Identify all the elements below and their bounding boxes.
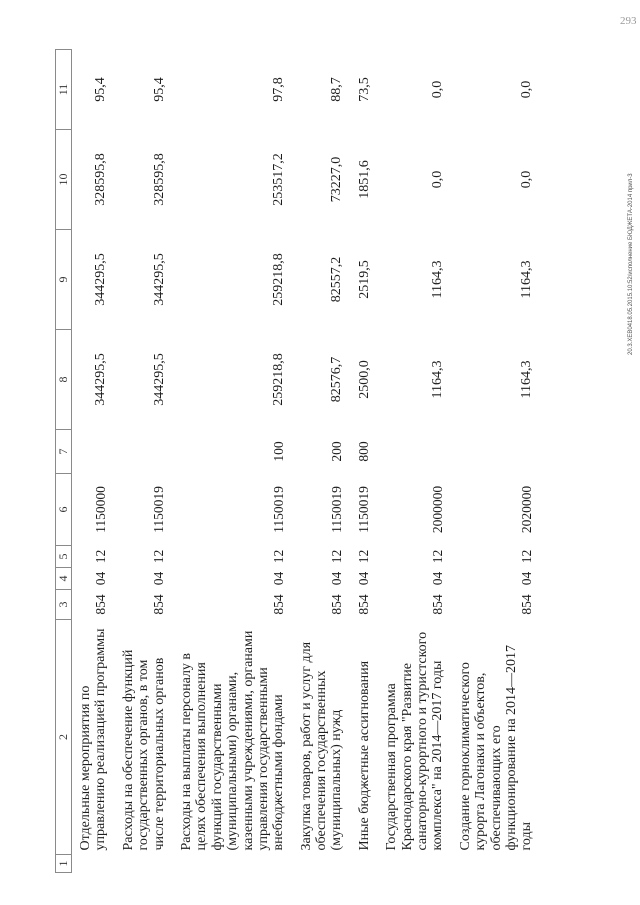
executed-amount: 73227,0: [329, 156, 345, 203]
budget-amount: 2519,5: [356, 260, 372, 299]
expense-type-code: 100: [270, 441, 286, 462]
row-description: Закупка товаров, работ и услуг для обеспечения государственных (муниципальных) нужд: [298, 641, 345, 851]
table-row: [378, 50, 452, 873]
budget-amount: 82557,2: [329, 256, 345, 303]
expense-type-code: 200: [329, 441, 345, 462]
section-code: 04: [429, 571, 445, 586]
execution-percent: 0,0: [430, 80, 446, 99]
row-description: Расходы на выплаты персоналу в целях обеспечения выполнения функций государственными (муниципальными) органами, казенными учреждениями, органами управления государственными внебюджетными фондами: [178, 630, 287, 851]
footer-note: 20.3.XEB0418.05.2015.10:52/исполнение БЮДЖЕТА-2014 прил-3: [628, 173, 634, 355]
expense-type-code: [115, 430, 173, 474]
executed-amount: 0,0: [519, 170, 535, 189]
budget-amount: 1164,3: [430, 260, 446, 299]
table-row: [115, 50, 173, 873]
execution-percent: 95,4: [151, 77, 167, 102]
ministry-code: 854: [356, 594, 372, 615]
column-header: 4: [56, 568, 72, 590]
approved-amount: 344295,5: [93, 353, 109, 406]
row-spacer: [452, 855, 541, 873]
section-code: 04: [356, 571, 372, 586]
row-description: Отдельные мероприятия по управлению реализацией программы: [78, 628, 109, 851]
execution-percent: 95,4: [93, 77, 109, 102]
row-description: Государственная программа Краснодарского края "Развитие санаторно-курортного и туристского комплекса" на 2014—2017 годы: [384, 631, 446, 851]
approved-amount: 2500,0: [356, 360, 372, 399]
column-header: 8: [56, 330, 72, 430]
column-header: 10: [56, 130, 72, 230]
approved-amount: 344295,5: [151, 353, 167, 406]
section-code: 04: [518, 571, 534, 586]
row-spacer: [173, 855, 293, 873]
column-header: 7: [56, 430, 72, 474]
table-row: [173, 50, 293, 873]
table-row: [293, 50, 351, 873]
ministry-code: 854: [270, 594, 286, 615]
executed-amount: 328595,8: [93, 153, 109, 206]
ministry-code: 854: [518, 594, 534, 615]
execution-percent: 73,5: [356, 77, 372, 102]
ministry-code: 854: [92, 594, 108, 615]
execution-percent: 97,8: [271, 77, 287, 102]
column-header: 3: [56, 590, 72, 620]
column-header: 1: [56, 855, 72, 873]
column-header: 9: [56, 230, 72, 330]
budget-amount: 344295,5: [151, 253, 167, 306]
executed-amount: 253517,2: [271, 153, 287, 206]
approved-amount: 1164,3: [519, 360, 535, 399]
budget-amount: 259218,8: [271, 253, 287, 306]
row-spacer: [351, 855, 378, 873]
row-description: Иные бюджетные ассигнования: [356, 660, 372, 851]
row-spacer: [115, 855, 173, 873]
target-code: 1150019: [151, 486, 167, 533]
subsection-code: 12: [429, 549, 445, 564]
row-description: Расходы на обеспечение функций государственных органов, в том числе территориальных органов: [120, 649, 167, 851]
executed-amount: 1851,6: [356, 160, 372, 199]
subsection-code: 12: [356, 549, 372, 564]
row-spacer: [72, 855, 115, 873]
approved-amount: 82576,7: [329, 356, 345, 403]
subsection-code: 12: [518, 549, 534, 564]
column-header: 5: [56, 546, 72, 568]
table-row: [72, 50, 115, 873]
expense-type-code: [72, 430, 115, 474]
table-row: [452, 50, 541, 873]
section-code: 04: [270, 571, 286, 586]
approved-amount: 259218,8: [271, 353, 287, 406]
target-code: 1150019: [356, 486, 372, 533]
budget-amount: 1164,3: [519, 260, 535, 299]
section-code: 04: [92, 571, 108, 586]
target-code: 2000000: [429, 485, 445, 534]
page-number: 293: [620, 15, 637, 27]
column-header: 2: [56, 620, 72, 855]
executed-amount: 0,0: [430, 170, 446, 189]
section-code: 04: [329, 571, 345, 586]
target-code: 2020000: [518, 485, 534, 534]
header-row: [56, 50, 72, 873]
subsection-code: 12: [329, 549, 345, 564]
expense-type-code: [378, 430, 452, 474]
target-code: 1150019: [329, 486, 345, 533]
ministry-code: 854: [151, 594, 167, 615]
expense-type-code: 800: [356, 441, 372, 462]
execution-percent: 0,0: [519, 80, 535, 99]
subsection-code: 12: [92, 549, 108, 564]
row-spacer: [293, 855, 351, 873]
column-header: 11: [56, 50, 72, 130]
table-row: [351, 50, 378, 873]
subsection-code: 12: [270, 549, 286, 564]
row-description: Создание горноклиматического курорта Лагонаки и объектов, обеспечивающих его функционирование на 2014—2017 годы: [457, 644, 535, 851]
budget-table: [55, 49, 541, 873]
subsection-code: 12: [151, 549, 167, 564]
column-header: 6: [56, 474, 72, 546]
approved-amount: 1164,3: [430, 360, 446, 399]
expense-type-code: [452, 430, 541, 474]
execution-percent: 88,7: [329, 77, 345, 102]
table-body: [72, 50, 541, 873]
section-code: 04: [151, 571, 167, 586]
ministry-code: 854: [429, 594, 445, 615]
budget-amount: 344295,5: [93, 253, 109, 306]
row-spacer: [378, 855, 452, 873]
target-code: 1150019: [270, 486, 286, 533]
target-code: 1150000: [92, 486, 108, 533]
executed-amount: 328595,8: [151, 153, 167, 206]
ministry-code: 854: [329, 594, 345, 615]
